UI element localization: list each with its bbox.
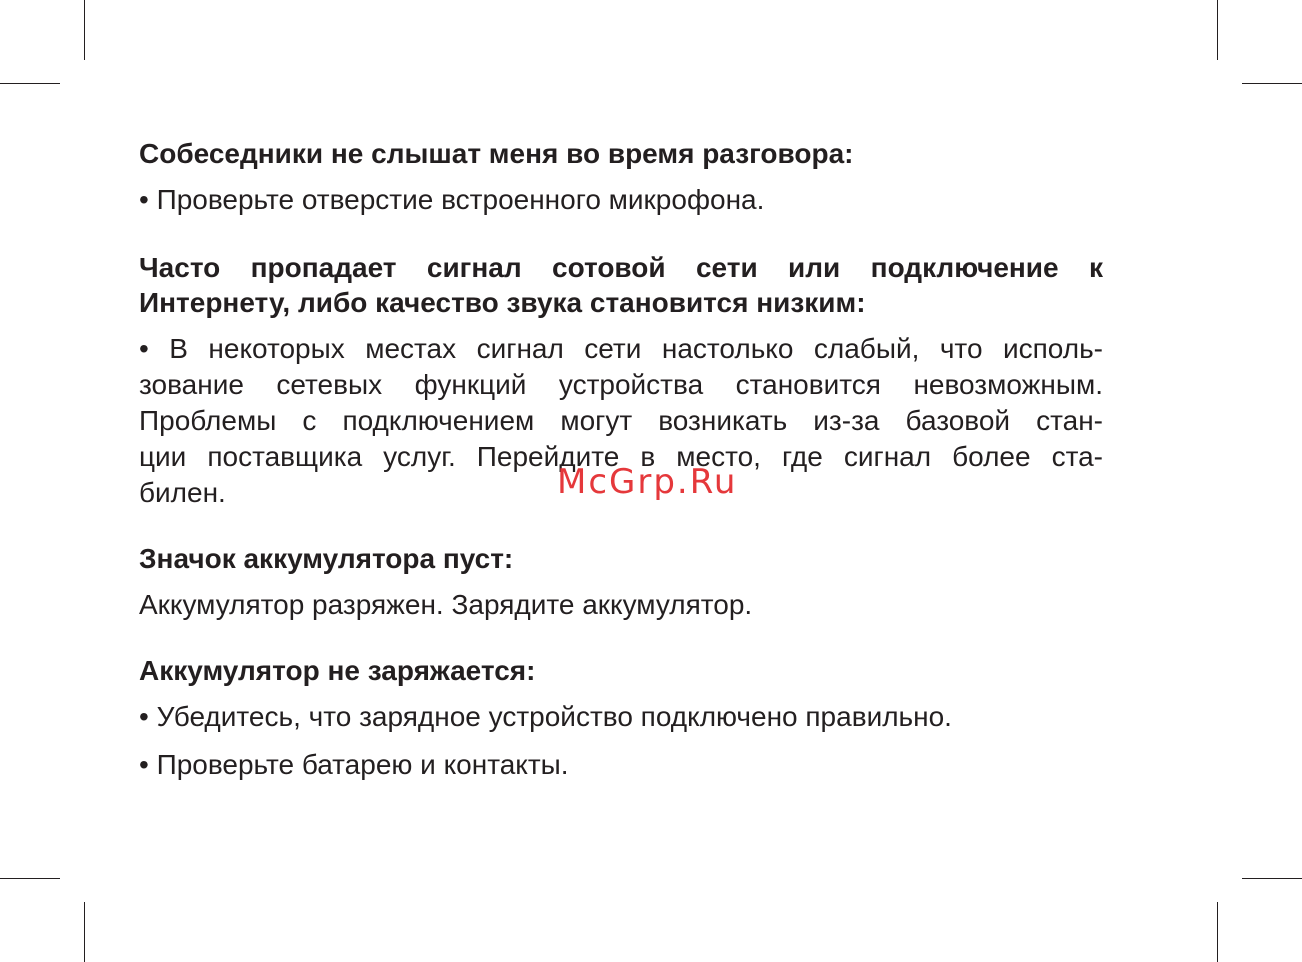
section-heading: Собеседники не слышат меня во время разговора: [139,138,854,169]
text-line: билен. [139,477,226,508]
crop-mark-top-left-horizontal [0,83,60,84]
bullet-line [139,699,1103,735]
section-no-sound-to-caller [139,136,1103,218]
text-line: • Проверьте батарею и контакты. [139,749,569,780]
crop-mark-bottom-left-horizontal [0,878,60,879]
watermark: McGrp.Ru [557,462,738,502]
section-heading [139,250,1103,320]
paragraph [139,587,1103,623]
bullet-line [139,182,1103,218]
crop-mark-bottom-right-horizontal [1242,878,1302,879]
text-line: Проблемы с подключением могут возникать из-за базовой стан- [139,405,1103,436]
text-line: Аккумулятор разряжен. Зарядите аккумулятор. [139,589,753,620]
text-line: зование сетевых функций устройства становится невозможным. [139,369,1103,400]
section-heading: Аккумулятор не заряжается: [139,655,536,686]
heading-line: Часто пропадает сигнал сотовой сети или подключение к [139,252,1103,283]
section-battery-empty [139,541,1103,623]
crop-mark-top-right-horizontal [1242,83,1302,84]
text-line: ции поставщика услуг. Перейдите в место, где сигнал более ста- [139,441,1103,472]
document-body [139,136,1103,783]
section-battery-not-charging [139,653,1103,783]
bullet-line [139,747,1103,783]
text-line: • Убедитесь, что зарядное устройство подключено правильно. [139,701,952,732]
crop-mark-top-right-vertical [1217,0,1218,60]
text-line: • Проверьте отверстие встроенного микрофона. [139,184,765,215]
crop-mark-bottom-left-vertical [84,902,85,962]
section-heading: Значок аккумулятора пуст: [139,543,514,574]
crop-mark-top-left-vertical [84,0,85,60]
heading-line: Интернету, либо качество звука становится низким: [139,287,866,318]
crop-mark-bottom-right-vertical [1217,902,1218,962]
text-line: • В некоторых местах сигнал сети настолько слабый, что исполь- [139,333,1103,364]
